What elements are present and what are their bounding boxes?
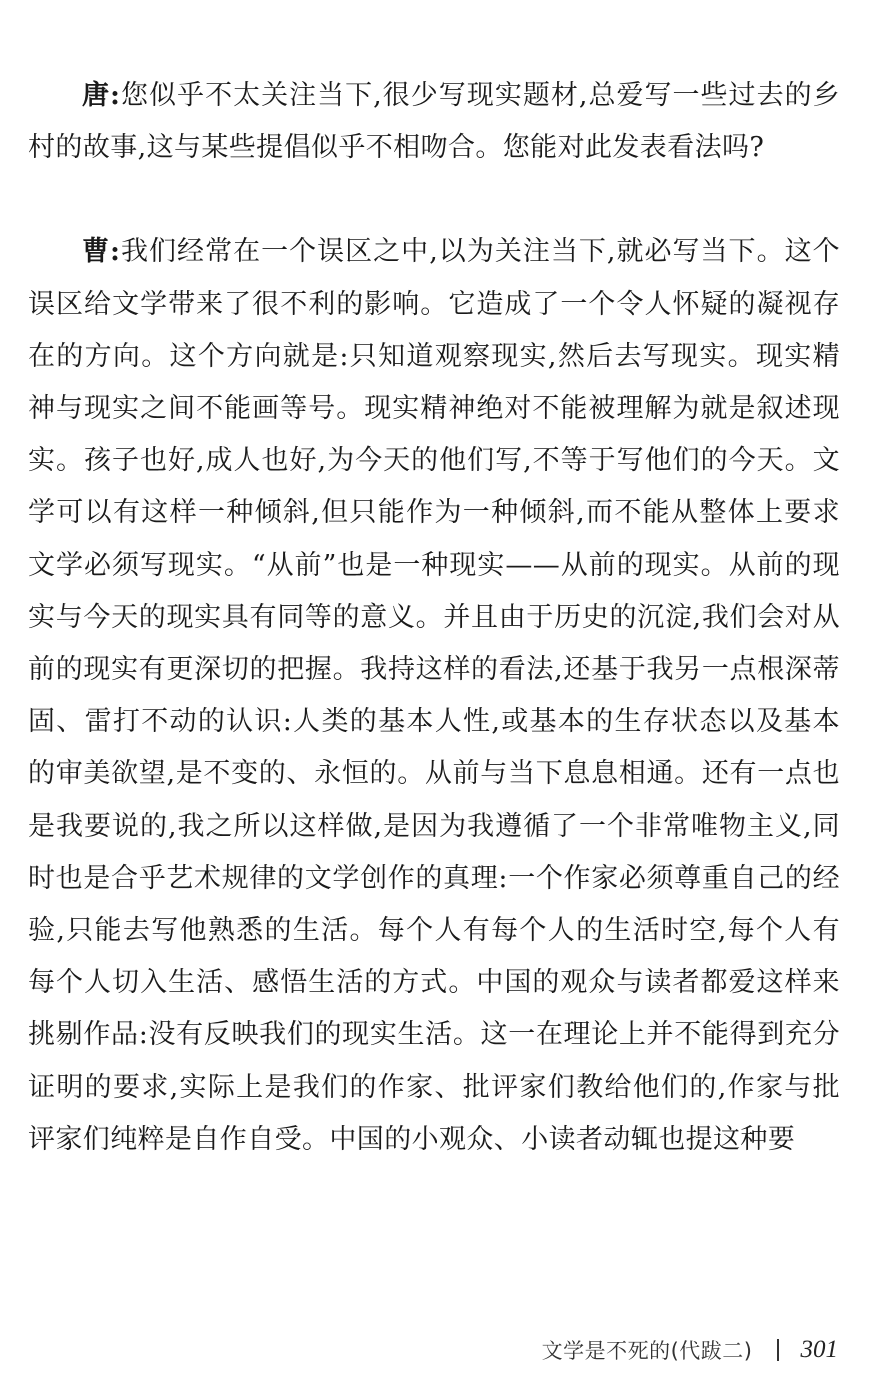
- speaker-separator: :: [110, 80, 121, 111]
- page-number: 301: [800, 1336, 838, 1363]
- speaker-name: 唐: [82, 80, 111, 111]
- question-paragraph: [28, 70, 840, 174]
- paragraph-text: 我们经常在一个误区之中,以为关注当下,就必写当下。这个误区给文学带来了很不利的影响。它造成了一个令人怀疑的凝视存在的方向。这个方向就是:只知道观察现实,然后去写现实。现实精神与现实之间不能画等号。现实精神绝对不能被理解为就是叙述现实。孩子也好,成人也好,为今天的他们写,不等于写他们的今天。文学可以有这样一种倾斜,但只能作为一种倾斜,而不能从整体上要求文学必须写现实。“从前”也是一种现实——从前的现实。从前的现实与今天的现实具有同等的意义。并且由于历史的沉淀,我们会对从前的现实有更深切的把握。我持这样的看法,还基于我另一点根深蒂固、雷打不动的认识:人类的基本人性,或基本的生存状态以及基本的审美欲望,是不变的、永恒的。从前与当下息息相通。还有一点也是我要说的,我之所以这样做,是因为我遵循了一个非常唯物主义,同时也是合乎艺术规律的文学创作的真理:一个作家必须尊重自己的经验,只能去写他熟悉的生活。每个人有每个人的生活时空,每个人有每个人切入生活、感悟生活的方式。中国的观众与读者都爱这样来挑剔作品:没有反映我们的现实生活。这一在理论上并不能得到充分证明的要求,实际上是我们的作家、批评家们教给他们的,作家与批评家们纯粹是自作自受。中国的小观众、小读者动辄也提这种要: [28, 236, 841, 1155]
- speaker-separator: :: [110, 236, 121, 268]
- page-body: [28, 70, 840, 1166]
- answer-paragraph: [28, 226, 840, 1166]
- footer-divider: [777, 1339, 779, 1361]
- paragraph-text: 您似乎不太关注当下,很少写现实题材,总爱写一些过去的乡村的故事,这与某些提倡似乎不相吻合。您能对此发表看法吗?: [28, 80, 841, 164]
- page-footer: [542, 1330, 838, 1370]
- speaker-name: 曹: [82, 236, 111, 268]
- running-head: 文学是不死的(代跋二): [541, 1339, 753, 1363]
